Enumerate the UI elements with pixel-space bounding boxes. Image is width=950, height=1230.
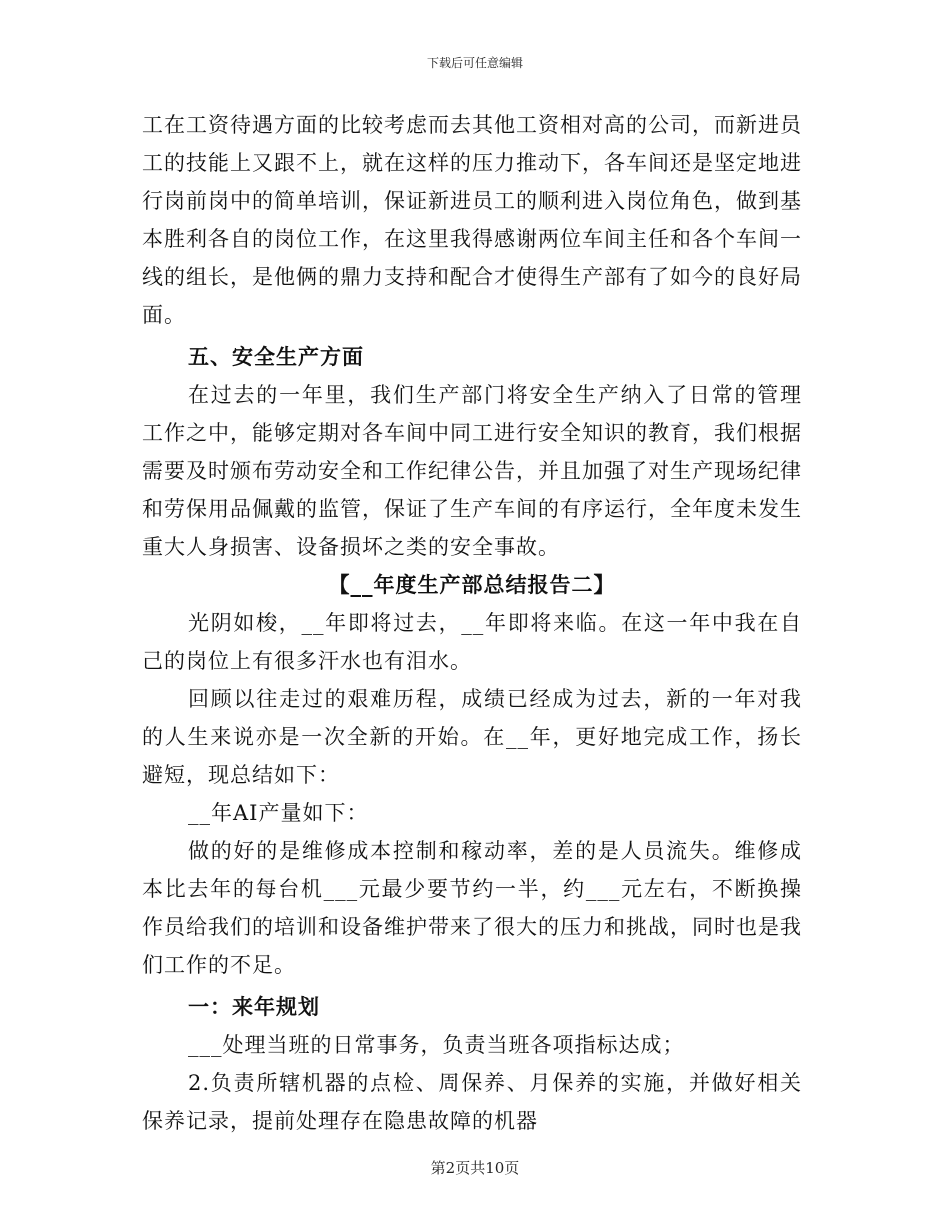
section-heading-plan: 一：来年规划 xyxy=(188,994,320,1019)
paragraph-continued: 工在工资待遇方面的比较考虑而去其他工资相对高的公司，而新进员工的技能上又跟不上，就在这样的压力推动下，各车间还是坚定地进行岗前岗中的简单培训，保证新进员工的顺利进入岗位角色，做到基本胜利各自的岗位工作，在这里我得感谢两位车间主任和各个车间一线的组长，是他俩的鼎力支持和配合才使得生产部有了如今的良好局面。 xyxy=(142,113,802,327)
page-header: 下载后可任意编辑 xyxy=(426,56,523,70)
plan-item-1: ___处理当班的日常事务，负责当班各项指标达成； xyxy=(188,1033,685,1057)
plan-item-2: 2.负责所辖机器的点检、周保养、月保养的实施，并做好相关保养记录，提前处理存在隐患故障的机器 xyxy=(142,1071,802,1133)
paragraph-review: 回顾以往走过的艰难历程，成绩已经成为过去，新的一年对我的人生来说亦是一次全新的开始。在__年，更好地完成工作，扬长避短，现总结如下： xyxy=(142,687,802,787)
paragraph-safety: 在过去的一年里，我们生产部门将安全生产纳入了日常的管理工作之中，能够定期对各车间中同工进行安全知识的教育，我们根据需要及时颁布劳动安全和工作纪律公告，并且加强了对生产现场纪律和劳保用品佩戴的监管，保证了生产车间的有序运行，全年度未发生重大人身损害、设备损坏之类的安全事故。 xyxy=(142,383,802,559)
report-title: 【__年度生产部总结报告二】 xyxy=(328,572,616,597)
paragraph-performance: 做的好的是维修成本控制和稼动率，差的是人员流失。维修成本比去年的每台机___元最少要节约一半，约___元左右，不断换操作员给我们的培训和设备维护带来了很大的压力和挑战，同时也是我们工作的不足。 xyxy=(142,839,802,977)
paragraph-intro: 光阴如梭，__年即将过去，__年即将来临。在这一年中我在自己的岗位上有很多汗水也有泪水。 xyxy=(142,611,802,673)
document-body xyxy=(142,106,802,1140)
paragraph-output: __年AI产量如下： xyxy=(188,801,369,825)
page-footer: 第2页共10页 xyxy=(430,1159,520,1177)
section-heading-safety: 五、安全生产方面 xyxy=(188,344,364,369)
